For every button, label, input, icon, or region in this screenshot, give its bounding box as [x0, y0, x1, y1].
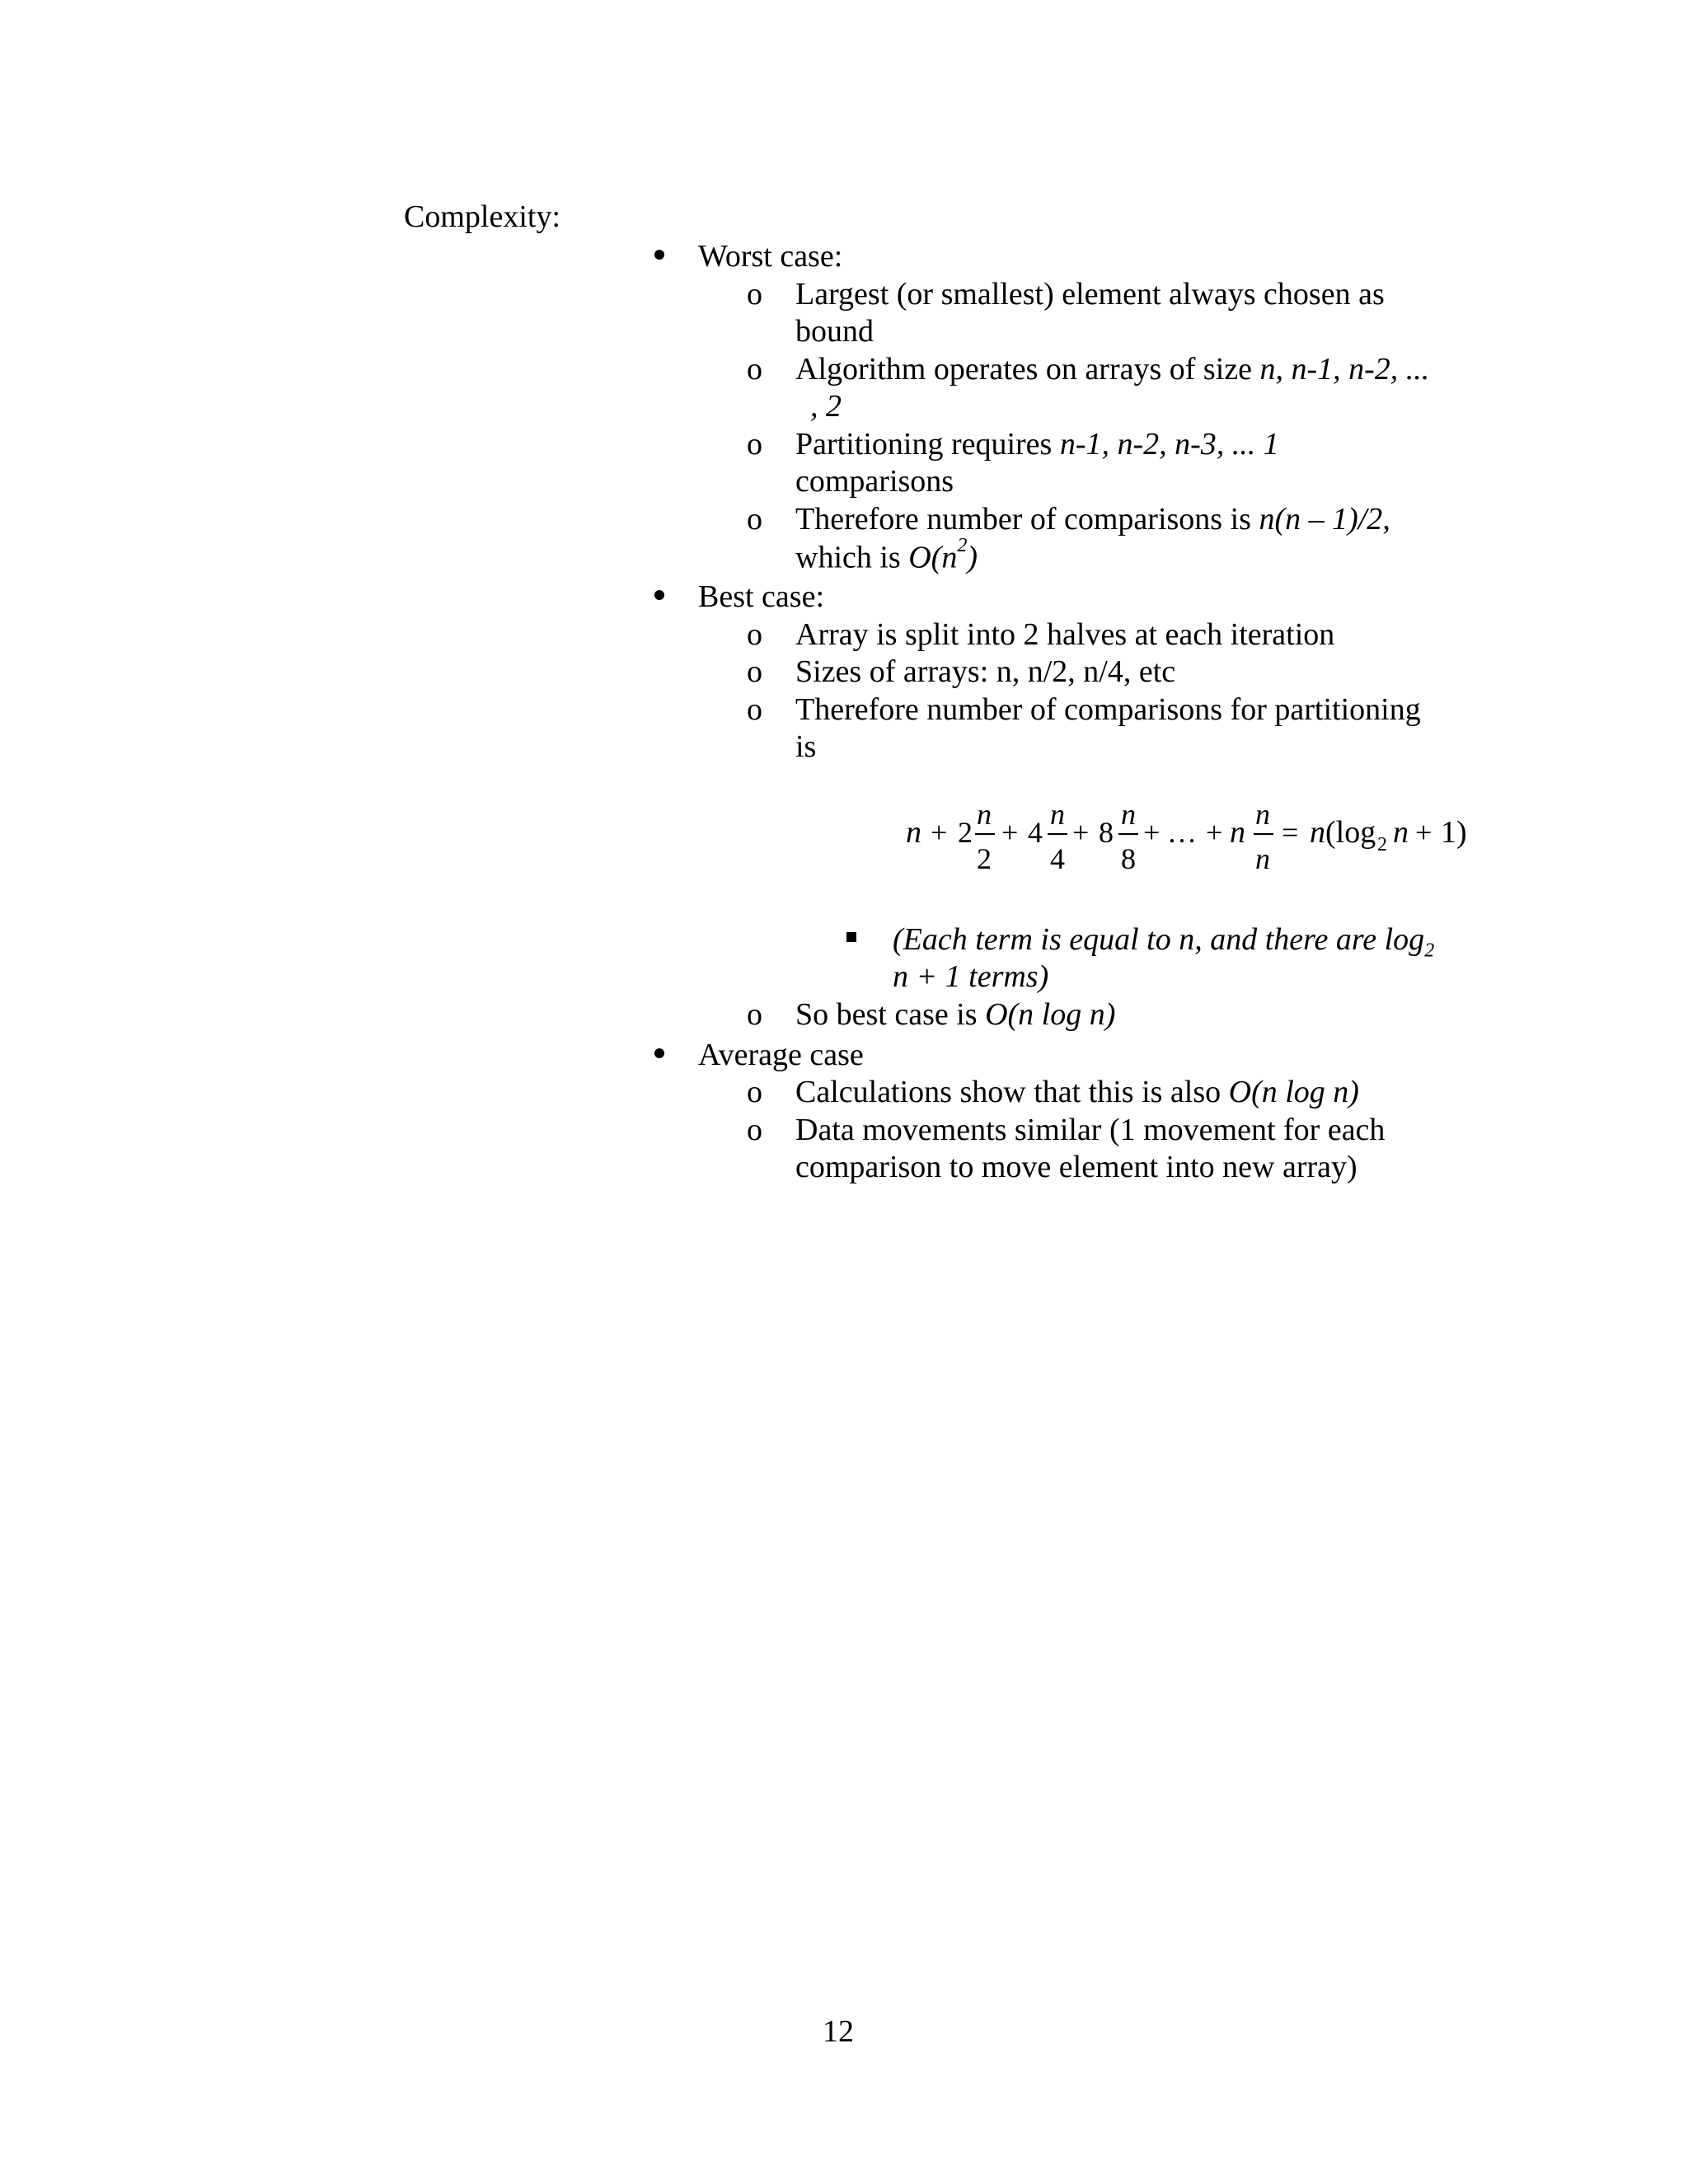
eq-plus: +	[1206, 816, 1223, 849]
eq-plus: +	[1001, 816, 1019, 849]
eq-rhs: 1)	[1441, 815, 1467, 850]
best-item-4: So best case is O(n log n)	[795, 997, 1116, 1032]
sub-bullet-icon: o	[747, 1075, 762, 1109]
best-item-2: Sizes of arrays: n, n/2, n/4, etc	[795, 654, 1176, 689]
average-case-label: Average case	[698, 1038, 864, 1072]
best-note-line-1: (Each term is equal to n, and there are $\log_2$	[893, 922, 1435, 962]
eq-rhs: n	[1310, 815, 1325, 850]
best-item-3-line-2: is	[795, 729, 817, 764]
eq-plus: +	[931, 816, 948, 849]
worst-item-1-line-1: Largest (or smallest) element always chosen as	[795, 277, 1385, 312]
average-item-2-line-1: Data movements similar (1 movement for each	[795, 1113, 1386, 1147]
worst-item-2-line-1: Algorithm operates on arrays of size n, n-1, n-2, ...	[795, 352, 1430, 387]
summation-equation	[894, 791, 1488, 890]
eq-den: n	[1255, 842, 1270, 875]
eq-coef: 8	[1099, 816, 1114, 849]
sub-bullet-icon: o	[747, 997, 762, 1032]
worst-item-1-line-2: bound	[795, 314, 874, 349]
eq-equals: =	[1282, 816, 1299, 849]
sub-bullet-icon: o	[747, 692, 762, 727]
average-item-2-line-2: comparison to move element into new array)	[795, 1150, 1357, 1184]
eq-term: n	[906, 815, 921, 850]
eq-term: n	[1230, 815, 1245, 850]
sub-bullet-icon: o	[747, 1113, 762, 1147]
best-item-3-line-1: Therefore number of comparisons for partitioning	[795, 692, 1421, 727]
eq-plus: +	[1415, 816, 1432, 849]
sub-bullet-icon: o	[747, 502, 762, 537]
eq-num: n	[1050, 798, 1065, 831]
page-number: 12	[823, 2014, 854, 2049]
sub-bullet-icon: o	[747, 617, 762, 652]
square-bullet-icon	[846, 932, 856, 942]
worst-item-4-line-2: which is $O(n^2)$	[795, 535, 978, 575]
sub-bullet-icon: o	[747, 654, 762, 689]
worst-item-3-line-1: Partitioning requires n-1, n-2, n-3, ... 1	[795, 427, 1279, 462]
sub-bullet-icon: o	[747, 427, 762, 462]
eq-rhs: (log	[1325, 815, 1376, 850]
worst-item-4-line-1: Therefore number of comparisons is n(n – 1)/2,	[795, 502, 1390, 537]
best-item-1: Array is split into 2 halves at each iteration	[795, 617, 1335, 652]
bullet-icon	[654, 250, 664, 260]
eq-num: n	[977, 798, 992, 831]
eq-plus: +	[1143, 816, 1160, 849]
worst-item-2-line-2: , 2	[810, 389, 842, 424]
sub-bullet-icon: o	[747, 277, 762, 312]
eq-num: n	[1255, 798, 1270, 831]
eq-rhs: n	[1393, 815, 1409, 850]
eq-ellipsis: …	[1167, 816, 1197, 849]
eq-num: n	[1121, 798, 1136, 831]
sub-bullet-icon: o	[747, 352, 762, 387]
bullet-icon	[654, 1048, 664, 1058]
best-note-line-2: n + 1 terms)	[893, 959, 1049, 994]
best-case-label: Best case:	[698, 579, 825, 614]
eq-coef: 2	[958, 816, 973, 849]
eq-den: 2	[977, 842, 992, 875]
eq-plus: +	[1072, 816, 1090, 849]
section-heading: Complexity:	[404, 199, 560, 234]
eq-den: 4	[1050, 842, 1065, 875]
eq-den: 8	[1121, 842, 1136, 875]
worst-item-3-line-2: comparisons	[795, 464, 954, 499]
average-item-1: Calculations show that this is also O(n log n)	[795, 1075, 1359, 1109]
bullet-icon	[654, 590, 664, 600]
eq-subscript: 2	[1377, 834, 1387, 855]
eq-coef: 4	[1028, 816, 1043, 849]
worst-case-label: Worst case:	[698, 239, 843, 274]
